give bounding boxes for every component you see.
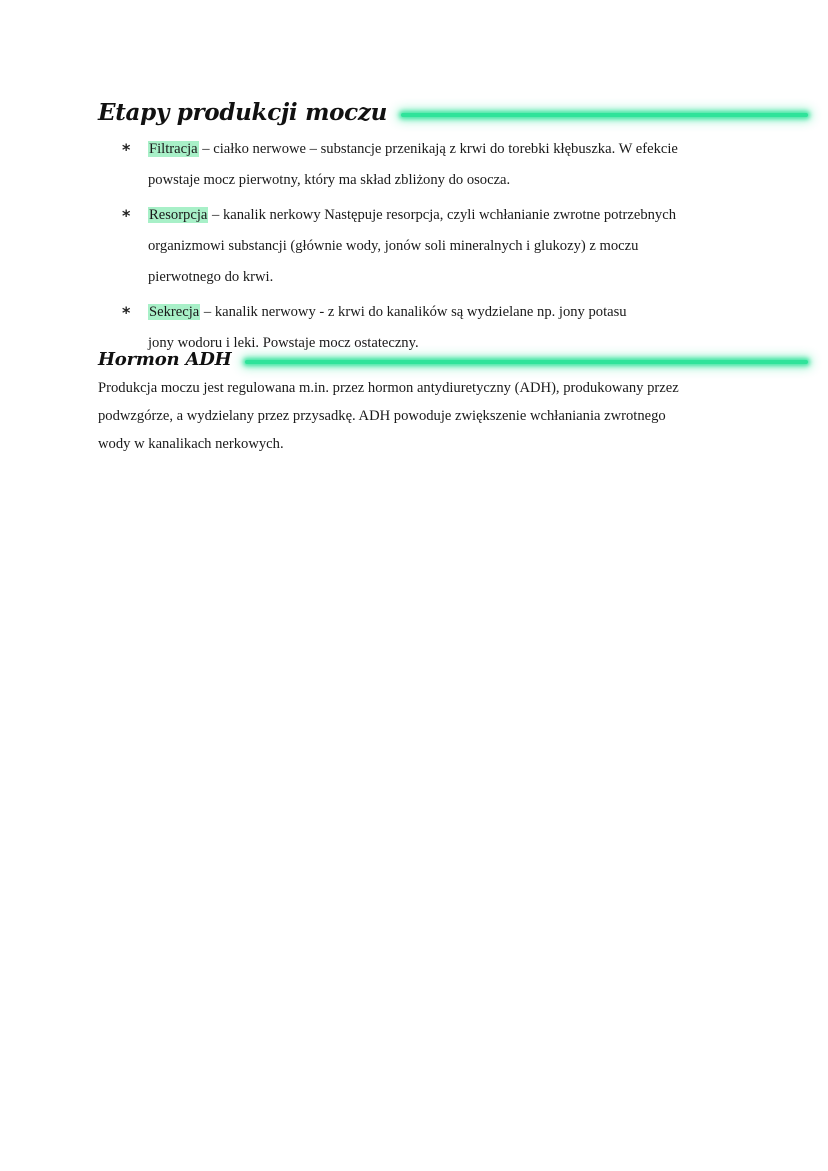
paragraph-line: Produkcja moczu jest regulowana m.in. przez hormon antydiuretyczny (ADH), produkowany przez [98,380,679,396]
list-item-resorption [122,200,742,293]
section-title: Etapy produkcji moczu [98,99,388,126]
highlight-underline [245,360,808,364]
item-line: jony wodoru i leki. Powstaje mocz ostateczny. [148,335,419,351]
paragraph-line: podwzgórze, a wydzielany przez przysadkę. ADH powoduje zwiększenie wchłaniania zwrotnego [98,408,666,424]
asterisk-bullet-icon: * [122,140,131,159]
item-line: pierwotnego do krwi. [148,269,274,285]
item-text: – kanalik nerwowy - z krwi do kanalików są wydzielane np. jony potasu [200,304,627,320]
item-text: – kanalik nerkowy Następuje resorpcja, czyli wchłanianie zwrotne potrzebnych [208,207,676,223]
asterisk-bullet-icon: * [122,206,131,225]
section-heading-row [98,349,808,370]
stages-list [122,134,742,359]
highlighted-term: Sekrecja [149,304,200,320]
item-first-line [148,200,742,231]
item-line: organizmowi substancji (głównie wody, jonów soli mineralnych i glukozy) z moczu [148,238,639,254]
highlight-underline [401,113,808,117]
adh-paragraph [98,374,778,458]
list-item-filtration [122,134,742,196]
section-heading-row [98,99,808,126]
asterisk-bullet-icon: * [122,303,131,322]
item-text: – ciałko nerwowe – substancje przenikają z krwi do torebki kłębuszka. W efekcie [198,141,678,157]
item-first-line [148,297,742,328]
paragraph-line: wody w kanalikach nerkowych. [98,436,284,452]
highlighted-term: Resorpcja [149,207,208,223]
item-first-line [148,134,742,165]
item-line: powstaje mocz pierwotny, który ma skład zbliżony do osocza. [148,172,511,188]
section-title: Hormon ADH [98,349,232,370]
highlighted-term: Filtracja [149,141,198,157]
